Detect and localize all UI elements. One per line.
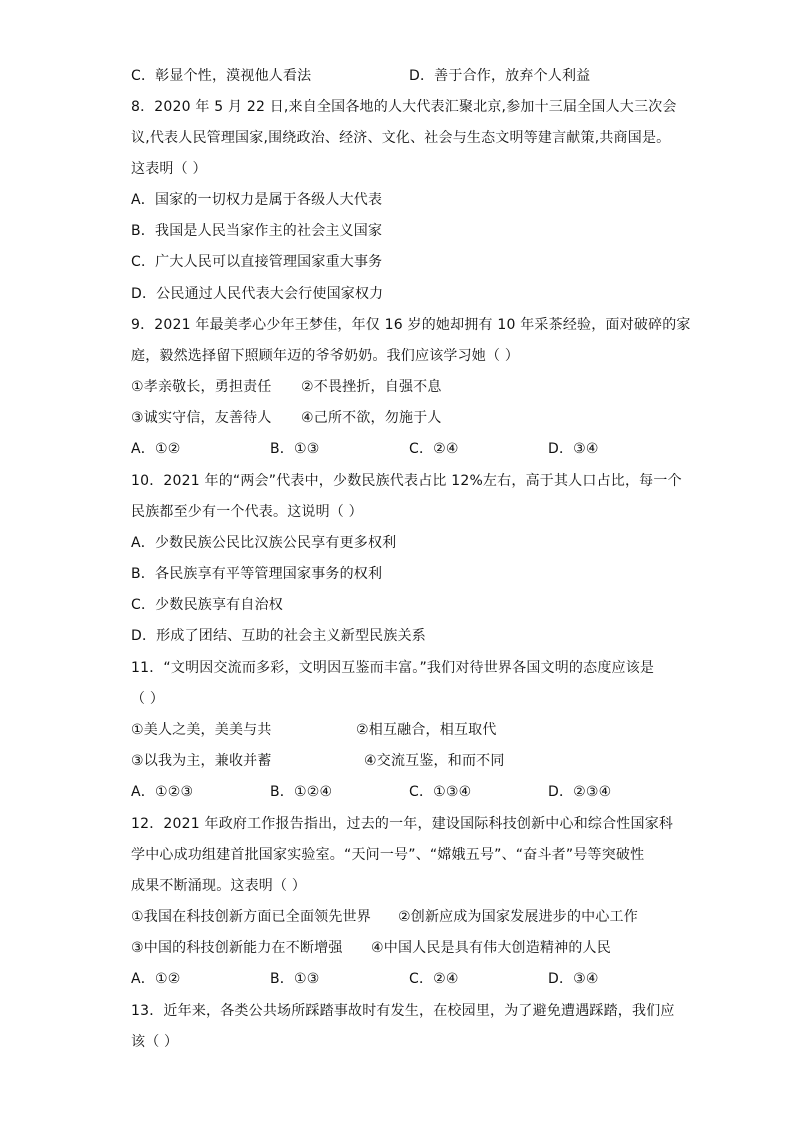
q10-option-d[interactable]: D．形成了团结、互助的社会主义新型民族关系: [131, 628, 426, 644]
q12-stem-line-2: 学中心成功组建首批国家实验室。“天问一号”、“嫦娥五号”、“奋斗者”号等突破性: [131, 847, 645, 863]
q9-stem-line-2: 庭，毅然选择留下照顾年迈的爷爷奶奶。我们应该学习她（ ）: [131, 348, 520, 364]
q12-item-2: ②创新应成为国家发展进步的中心工作: [398, 909, 638, 925]
q8-stem-line-3: 这表明（ ）: [131, 161, 207, 177]
q11-item-2: ②相互融合，相互取代: [356, 722, 497, 738]
q9-option-a[interactable]: A．①②: [131, 441, 181, 457]
q11-option-b[interactable]: B．①②④: [270, 784, 333, 800]
q12-stem-line-3: 成果不断涌现。这表明（ ）: [131, 878, 307, 894]
q8-option-a[interactable]: A．国家的一切权力是属于各级人大代表: [131, 192, 383, 208]
q11-option-a[interactable]: A．①②③: [131, 784, 194, 800]
q12-option-a[interactable]: A．①②: [131, 971, 181, 987]
q10-option-a[interactable]: A．少数民族公民比汉族公民享有更多权利: [131, 535, 397, 551]
q12-item-3: ③中国的科技创新能力在不断增强: [131, 940, 343, 956]
q9-item-2: ②不畏挫折，自强不息: [301, 379, 442, 395]
q11-stem-line-2: （ ）: [131, 691, 165, 707]
q12-option-b[interactable]: B．①③: [270, 971, 320, 987]
q11-option-d[interactable]: D．②③④: [548, 784, 612, 800]
q9-stem-line-1: 9．2021 年最美孝心少年王梦佳，年仅 16 岁的她却拥有 10 年采茶经验，面对破碎的家: [131, 317, 691, 333]
q9-item-4: ④己所不欲，勿施于人: [301, 410, 442, 426]
q11-item-4: ④交流互鉴，和而不同: [364, 753, 505, 769]
q11-item-1: ①美人之美，美美与共: [131, 722, 272, 738]
q8-option-b[interactable]: B．我国是人民当家作主的社会主义国家: [131, 223, 383, 239]
q9-option-d[interactable]: D．③④: [548, 441, 599, 457]
q11-stem-line-1: 11．“文明因交流而多彩，文明因互鉴而丰富。”我们对待世界各国文明的态度应该是: [131, 660, 655, 676]
q10-stem-line-2: 民族都至少有一个代表。这说明（ ）: [131, 504, 363, 520]
q9-option-b[interactable]: B．①③: [270, 441, 320, 457]
q13-stem-line-2: 该（ ）: [131, 1034, 179, 1050]
q12-item-1: ①我国在科技创新方面已全面领先世界: [131, 909, 371, 925]
q8-stem-line-1: 8．2020 年 5 月 22 日,来自全国各地的人大代表汇聚北京,参加十三届全国人大三次会: [131, 99, 677, 115]
q10-stem-line-1: 10．2021 年的“两会”代表中，少数民族代表占比 12%左右，高于其人口占比，每一个: [131, 473, 682, 489]
q10-option-c[interactable]: C．少数民族享有自治权: [131, 597, 283, 613]
q11-item-3: ③以我为主，兼收并蓄: [131, 753, 272, 769]
q9-option-c[interactable]: C．②④: [409, 441, 459, 457]
q8-stem-line-2: 议,代表人民管理国家,围绕政治、经济、文化、社会与生态文明等建言献策,共商国是。: [131, 130, 671, 146]
q10-option-b[interactable]: B．各民族享有平等管理国家事务的权利: [131, 566, 383, 582]
q7-option-d[interactable]: D．善于合作，放弃个人利益: [409, 68, 591, 84]
q12-option-c[interactable]: C．②④: [409, 971, 459, 987]
q8-option-d[interactable]: D．公民通过人民代表大会行使国家权力: [131, 286, 384, 302]
q9-item-1: ①孝亲敬长，勇担责任: [131, 379, 272, 395]
q12-stem-line-1: 12．2021 年政府工作报告指出，过去的一年，建设国际科技创新中心和综合性国家科: [131, 816, 674, 832]
q13-stem-line-1: 13．近年来，各类公共场所踩踏事故时有发生，在校园里，为了避免遭遇踩踏，我们应: [131, 1003, 675, 1019]
q8-option-c[interactable]: C．广大人民可以直接管理国家重大事务: [131, 254, 383, 270]
q12-option-d[interactable]: D．③④: [548, 971, 599, 987]
q12-item-4: ④中国人民是具有伟大创造精神的人民: [371, 940, 611, 956]
q7-option-c[interactable]: C．彰显个性，漠视他人看法: [131, 68, 312, 84]
q9-item-3: ③诚实守信，友善待人: [131, 410, 272, 426]
q11-option-c[interactable]: C．①③④: [409, 784, 472, 800]
